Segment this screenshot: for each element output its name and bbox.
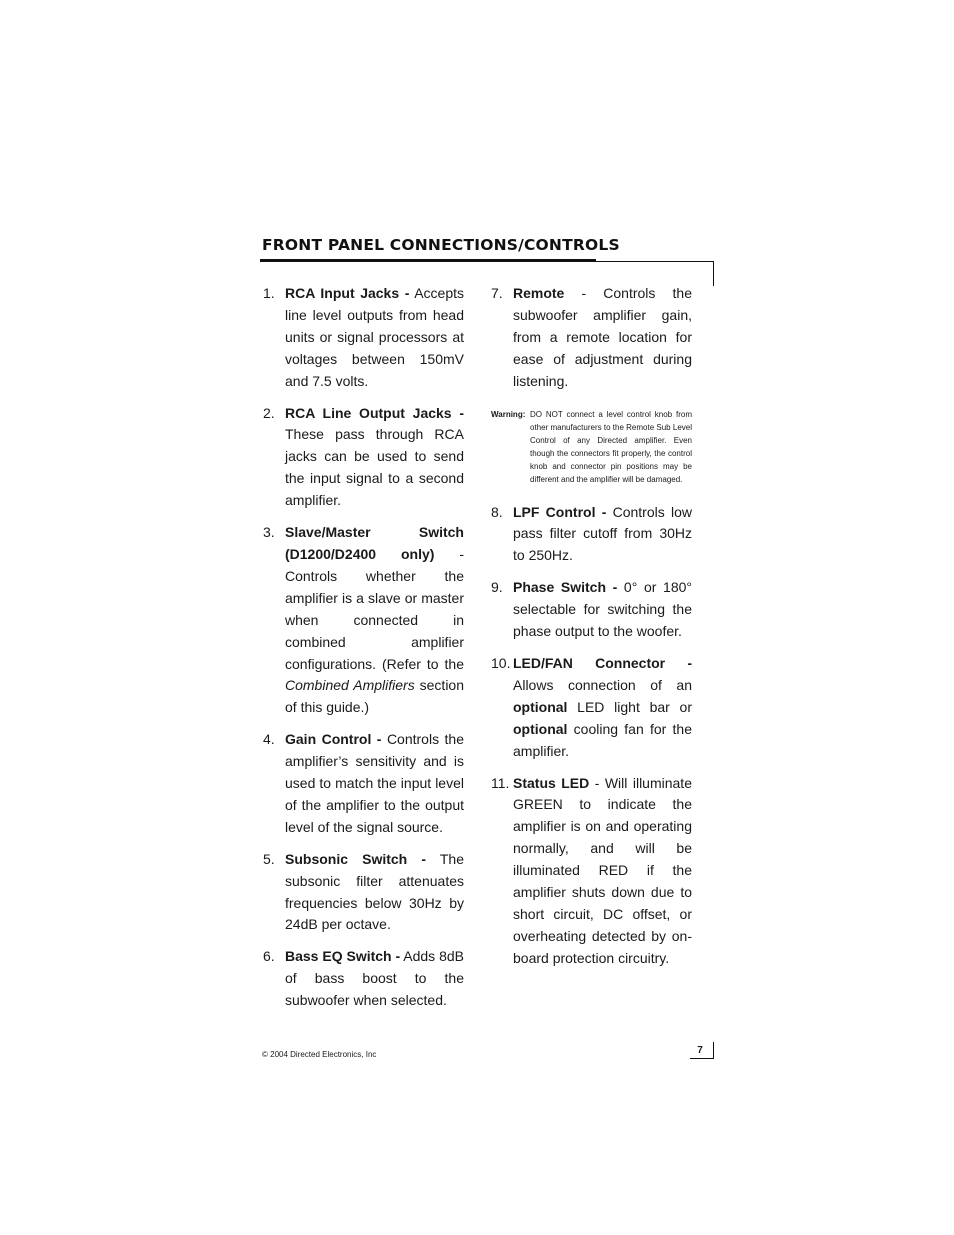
- list-item-slave-master-switch: [263, 522, 464, 719]
- item-body: [513, 283, 692, 393]
- page-number: 7: [697, 1045, 703, 1056]
- item-body: [285, 849, 464, 937]
- item-term: Remote: [513, 285, 565, 301]
- item-optional-label: optional: [513, 698, 568, 715]
- warning-label: Warning:: [491, 409, 526, 419]
- item-body: [285, 283, 464, 393]
- list-item-lpf-control: [491, 502, 692, 568]
- item-text: - Will illuminate GREEN to indicate the amplifier is on and operating normally, and will be illuminated RED if the amplifier shuts down due to short circuit, DC offset, or overheating detected by on-board protection circuitry.: [513, 774, 692, 966]
- item-number: 1.: [263, 285, 275, 301]
- list-item-rca-line-output-jacks: [263, 403, 464, 513]
- item-text: Controls low pass filter cutoff from 30Hz to 250Hz.: [513, 503, 692, 564]
- corner-mark-top-vertical: [713, 261, 714, 286]
- item-text: Adds 8dB of bass boost to the subwoofer when selected.: [285, 948, 464, 1009]
- item-number: 10.: [491, 654, 511, 671]
- item-body: [285, 522, 464, 719]
- warning-text: DO NOT connect a level control knob from other manufacturers to the Remote Sub Level Control of any Directed amplifier. Even though the connectors fit properly, the control knob and connector pin positions may be different and the amplifier will be damaged.: [530, 409, 692, 484]
- item-text: 0° or 180° selectable for switching the phase output to the woofer.: [513, 579, 692, 640]
- item-number: 8.: [491, 503, 503, 520]
- item-number: 7.: [491, 285, 503, 301]
- item-number: 3.: [263, 524, 275, 541]
- item-text: These pass through RCA jacks can be used to send the input signal to a second amplifier.: [285, 426, 464, 509]
- list-item-rca-input-jacks: [263, 283, 464, 393]
- item-text: - Controls the subwoofer amplifier gain, from a remote location for ease of adjustment during listening.: [513, 285, 692, 389]
- left-column: [263, 283, 464, 1022]
- item-body: [513, 773, 692, 970]
- item-term: Phase Switch -: [513, 579, 618, 596]
- list-item-gain-control: [263, 729, 464, 839]
- warning-note: [491, 408, 692, 486]
- item-body: [513, 577, 692, 643]
- item-number: 9.: [491, 579, 503, 596]
- item-number: 4.: [263, 731, 275, 748]
- item-body: [513, 502, 692, 568]
- item-body: [285, 729, 464, 839]
- item-text: The subsonic filter attenuates frequencies below 30Hz by 24dB per octave.: [285, 850, 464, 933]
- item-term: Gain Control -: [285, 731, 382, 748]
- item-text: cooling fan for the amplifier.: [513, 720, 692, 759]
- corner-mark-top-horizontal: [596, 261, 714, 262]
- list-item-remote: [491, 283, 692, 393]
- item-text: LED light bar or: [567, 698, 692, 715]
- item-text: Allows connection of an: [513, 676, 692, 693]
- item-term: RCA Input Jacks -: [285, 285, 410, 301]
- item-body: [285, 403, 464, 513]
- list-item-bass-eq-switch: [263, 946, 464, 1012]
- item-number: 2.: [263, 404, 275, 421]
- list-item-status-led: [491, 773, 692, 970]
- item-term: Slave/Master Switch (D1200/D2400 only): [285, 524, 464, 562]
- item-text: Accepts line level outputs from head units or signal processors at voltages between 150mV and 7.5 volts.: [285, 285, 465, 389]
- item-term: RCA Line Output Jacks -: [285, 404, 464, 421]
- copyright-notice: © 2004 Directed Electronics, Inc: [262, 1050, 377, 1059]
- item-text: Controls the amplifier’s sensitivity and is used to match the input level of the amplifier to the output level of the signal source.: [285, 731, 465, 835]
- section-heading: FRONT PANEL CONNECTIONS/CONTROLS: [262, 236, 620, 254]
- heading-underline: [260, 259, 596, 262]
- item-term: LED/FAN Connector -: [513, 654, 692, 671]
- item-term: Status LED: [513, 774, 590, 791]
- item-number: 6.: [263, 948, 275, 965]
- list-item-phase-switch: [491, 577, 692, 643]
- item-term: Subsonic Switch -: [285, 850, 427, 867]
- item-text: - Controls whether the amplifier is a slave or master when connected in combined amplifier configurations. (Refer to the: [285, 545, 464, 672]
- item-text: section of this guide.): [285, 677, 465, 716]
- item-term: LPF Control -: [513, 503, 607, 520]
- list-item-led-fan-connector: [491, 653, 692, 763]
- list-item-subsonic-switch: [263, 849, 464, 937]
- item-emphasis: Combined Amplifiers: [285, 677, 415, 694]
- item-number: 5.: [263, 850, 275, 867]
- item-body: [513, 653, 692, 763]
- item-term: Bass EQ Switch -: [285, 948, 401, 965]
- page-number-rule-horizontal: [690, 1058, 714, 1059]
- item-body: [285, 946, 464, 1012]
- right-column: [491, 283, 692, 980]
- item-number: 11.: [491, 774, 510, 791]
- page-number-rule-vertical: [713, 1042, 714, 1059]
- item-optional-label: optional: [513, 720, 568, 737]
